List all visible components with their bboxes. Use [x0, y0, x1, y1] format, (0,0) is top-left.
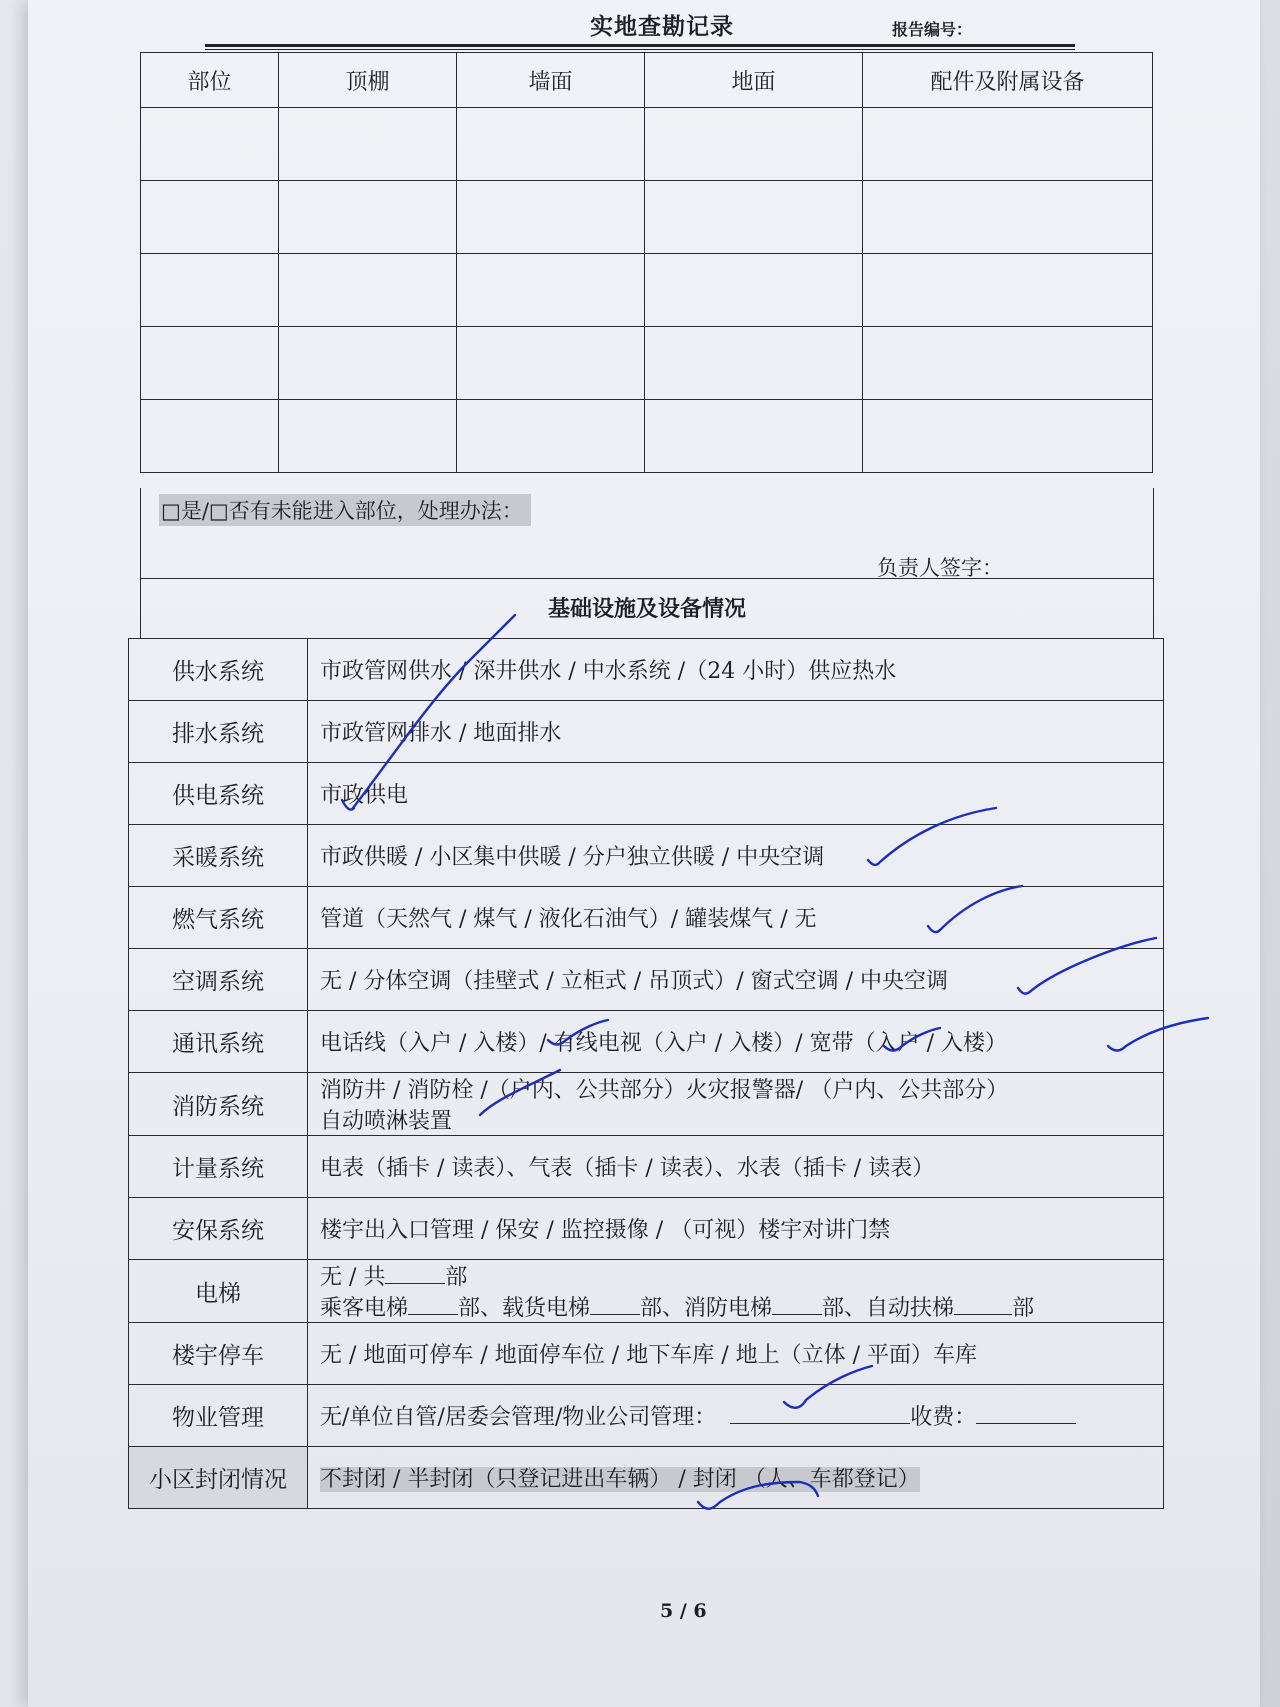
table-cell	[457, 181, 645, 254]
table-cell	[645, 327, 863, 400]
page-number: 5 / 6	[660, 1600, 707, 1622]
table-cell	[645, 254, 863, 327]
table-row	[141, 254, 1153, 327]
row-label: 空调系统	[129, 949, 308, 1011]
row-options: 楼宇出入口管理 / 保安 / 监控摄像 / （可视）楼宇对讲门禁	[308, 1198, 1164, 1260]
table-cell	[863, 108, 1153, 181]
row-label: 消防系统	[129, 1073, 308, 1136]
elevator-blank	[590, 1314, 640, 1315]
row-options: 管道（天然气 / 煤气 / 液化石油气）/ 罐装煤气 / 无	[308, 887, 1164, 949]
elevator-blank	[408, 1314, 458, 1315]
enclosure-options: 不封闭 / 半封闭（只登记进出车辆） / 封闭 （人、车都登记）	[320, 1467, 920, 1492]
row-options: 电表（插卡 / 读表）、气表（插卡 / 读表）、水表（插卡 / 读表）	[308, 1136, 1164, 1198]
fee-label: 收费：	[910, 1405, 977, 1430]
table-row	[129, 1136, 1164, 1198]
elevator-type-label: 部、自动扶梯	[822, 1296, 955, 1321]
table-row	[129, 763, 1164, 825]
property-options	[308, 1385, 1164, 1447]
access-notice-text: □是/□否有未能进入部位，处理办法：	[159, 494, 531, 526]
row-options: 市政供暖 / 小区集中供暖 / 分户独立供暖 / 中央空调	[308, 825, 1164, 887]
title-rule-thin	[205, 49, 1075, 50]
table-cell	[457, 400, 645, 473]
row-label: 楼宇停车	[129, 1323, 308, 1385]
property-company-blank	[730, 1423, 910, 1424]
row-label: 电梯	[129, 1260, 308, 1323]
table-row	[129, 1260, 1164, 1323]
row-options	[308, 1073, 1164, 1136]
elevator-total-blank	[385, 1283, 445, 1284]
table-row	[129, 949, 1164, 1011]
report-number-label: 报告编号：	[892, 20, 973, 39]
table-row	[129, 825, 1164, 887]
elevator-blank	[772, 1314, 822, 1315]
column-header-floor: 地面	[645, 53, 863, 108]
elevator-unit: 部	[445, 1265, 468, 1290]
facilities-table	[128, 638, 1164, 1509]
elevator-line2	[320, 1291, 1151, 1322]
row-label: 燃气系统	[129, 887, 308, 949]
table-cell	[645, 400, 863, 473]
table-cell	[279, 400, 457, 473]
table-row	[129, 1011, 1164, 1073]
row-label: 供电系统	[129, 763, 308, 825]
table-row	[141, 108, 1153, 181]
elevator-options	[308, 1260, 1164, 1323]
column-header-fittings: 配件及附属设备	[863, 53, 1153, 108]
row-options: 市政供电	[308, 763, 1164, 825]
row-options: 市政管网供水 / 深井供水 / 中水系统 /（24 小时）供应热水	[308, 639, 1164, 701]
row-options: 电话线（入户 / 入楼）/ 有线电视（入户 / 入楼）/ 宽带（入户 / 入楼）	[308, 1011, 1164, 1073]
table-cell	[141, 327, 279, 400]
table-row	[129, 1385, 1164, 1447]
elevator-line1	[320, 1260, 1151, 1291]
fee-blank	[976, 1423, 1076, 1424]
row-label: 排水系统	[129, 701, 308, 763]
row-options	[308, 1447, 1164, 1509]
access-notice-section	[140, 488, 1154, 578]
table-cell	[279, 327, 457, 400]
column-header-location: 部位	[141, 53, 279, 108]
title-rule	[205, 44, 1075, 47]
table-row	[141, 400, 1153, 473]
table-row	[141, 181, 1153, 254]
elevator-type-label: 乘客电梯	[320, 1296, 409, 1321]
table-row	[129, 1447, 1164, 1509]
table-row	[129, 701, 1164, 763]
table-cell	[863, 400, 1153, 473]
inspection-header-row	[141, 53, 1153, 108]
row-options-line2: 自动喷淋装置	[320, 1109, 453, 1134]
elevator-unit: 部	[1012, 1296, 1035, 1321]
row-options: 无 / 地面可停车 / 地面停车位 / 地下车库 / 地上（立体 / 平面）车库	[308, 1323, 1164, 1385]
property-management-text: 无/单位自管/居委会管理/物业公司管理：	[320, 1405, 717, 1430]
row-label: 物业管理	[129, 1385, 308, 1447]
row-label: 小区封闭情况	[129, 1447, 308, 1509]
table-cell	[279, 254, 457, 327]
row-label: 安保系统	[129, 1198, 308, 1260]
table-cell	[863, 327, 1153, 400]
table-row	[129, 1073, 1164, 1136]
row-options-line1: 消防井 / 消防栓 /（户内、公共部分）火灾报警器/ （户内、公共部分）	[320, 1078, 1009, 1103]
column-header-ceiling: 顶棚	[279, 53, 457, 108]
table-row	[129, 639, 1164, 701]
table-row	[129, 887, 1164, 949]
page-title: 实地查勘记录	[590, 13, 734, 40]
inspection-table	[140, 52, 1152, 473]
elevator-blank	[954, 1314, 1012, 1315]
elevator-total-label: 无 / 共	[320, 1265, 386, 1290]
table-cell	[863, 181, 1153, 254]
row-options: 市政管网排水 / 地面排水	[308, 701, 1164, 763]
table-cell	[141, 181, 279, 254]
table-cell	[457, 327, 645, 400]
signer-label: 负责人签字：	[877, 556, 1003, 580]
table-cell	[141, 108, 279, 181]
table-cell	[279, 181, 457, 254]
table-cell	[457, 108, 645, 181]
row-label: 通讯系统	[129, 1011, 308, 1073]
table-row	[141, 327, 1153, 400]
facilities-title: 基础设施及设备情况	[140, 578, 1154, 639]
table-cell	[457, 254, 645, 327]
table-cell	[141, 254, 279, 327]
table-cell	[141, 400, 279, 473]
elevator-type-label: 部、载货电梯	[458, 1296, 591, 1321]
row-label: 供水系统	[129, 639, 308, 701]
elevator-type-label: 部、消防电梯	[640, 1296, 773, 1321]
row-options: 无 / 分体空调（挂壁式 / 立柜式 / 吊顶式）/ 窗式空调 / 中央空调	[308, 949, 1164, 1011]
row-label: 采暖系统	[129, 825, 308, 887]
table-cell	[645, 108, 863, 181]
table-cell	[279, 108, 457, 181]
column-header-wall: 墙面	[457, 53, 645, 108]
table-row	[129, 1198, 1164, 1260]
row-label: 计量系统	[129, 1136, 308, 1198]
table-row	[129, 1323, 1164, 1385]
table-cell	[645, 181, 863, 254]
table-cell	[863, 254, 1153, 327]
